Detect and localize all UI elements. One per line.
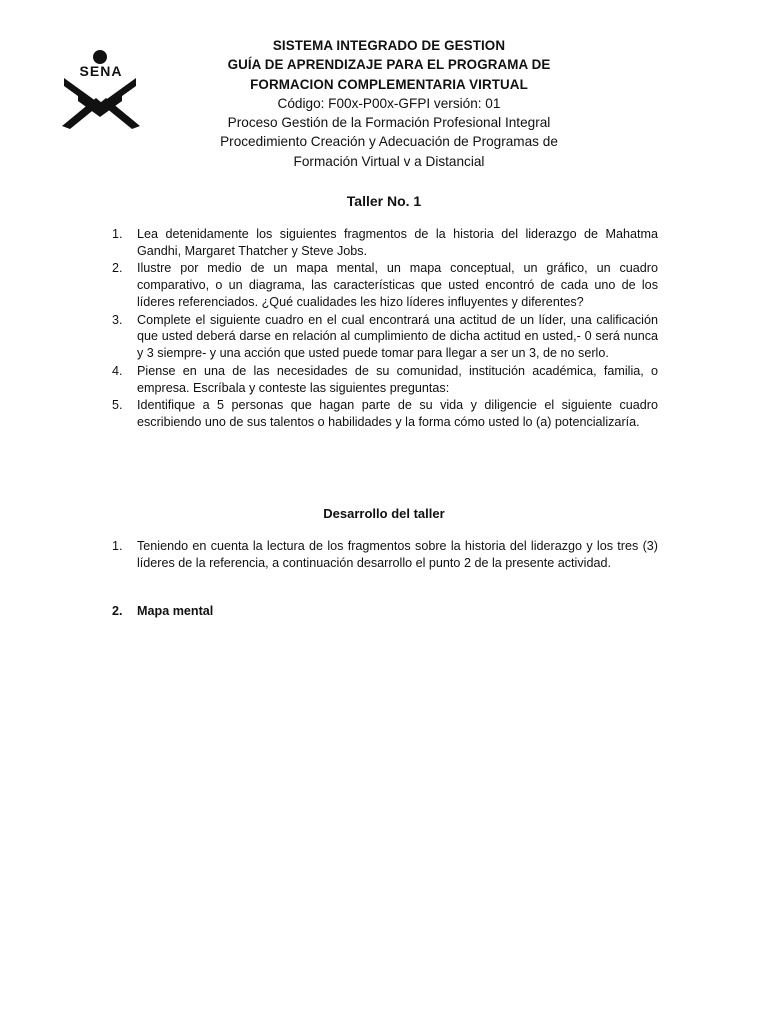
desarrollo-item-1-text: Teniendo en cuenta la lectura de los fragmentos sobre la historia del liderazgo y los tres (3) líderes de la referencia, a continuación desarrollo el punto 2 de la presente actividad. (137, 539, 658, 570)
desarrollo-item-2-number: 2. (112, 604, 123, 618)
list-item (112, 226, 658, 260)
list-item (112, 312, 658, 363)
header-line-4: Código: F00x-P00x-GFPI versión: 01 (277, 95, 501, 111)
desarrollo-item-1-number: 1. (112, 539, 123, 553)
list-item-text: Ilustre por medio de un mapa mental, un mapa conceptual, un gráfico, un cuadro comparativo, o un diagrama, las características que usted encontró de cada uno de los líderes referenciados. ¿Qué cualidades les hizo líderes influyentes y diferentes? (137, 261, 658, 310)
list-item-number: 1. (112, 227, 123, 241)
list-item-text: Piense en una de las necesidades de su comunidad, institución académica, familia, o empresa. Escríbala y conteste las siguientes preguntas: (137, 363, 658, 395)
list-item-number: 4. (112, 363, 123, 378)
header-line-2: GUÍA DE APRENDIZAJE PARA EL PROGRAMA DE (227, 57, 551, 73)
list-item-number: 2. (112, 261, 123, 276)
header-line-1: SISTEMA INTEGRADO DE GESTION (272, 38, 506, 53)
header-line-3: FORMACION COMPLEMENTARIA VIRTUAL (250, 76, 528, 92)
list-item-text: Complete el siguiente cuadro en el cual encontrará una actitud de un líder, una calificación que usted deberá darse en relación al cumplimiento de dicha actitud en usted,- 0 será nunca y 3 siempre- y una acción que usted puede tomar para llegar a ser un 3, de no serlo. (137, 312, 658, 361)
desarrollo-item-2 (112, 603, 658, 620)
list-item (112, 260, 658, 311)
sena-logo-text: SENA (79, 63, 123, 79)
list-item-text: Identifique a 5 personas que hagan parte de su vida y diligencie el siguiente cuadro escribiendo uno de sus talentos o habilidades y la forma cómo usted lo (a) potencializaría. (137, 398, 658, 429)
sena-logo (58, 48, 144, 130)
taller-title: Taller No. 1 (346, 193, 422, 209)
list-item-number: 3. (112, 312, 123, 327)
list-item-number: 5. (112, 398, 123, 413)
header-text-block (150, 36, 628, 171)
header-line-5: Proceso Gestión de la Formación Profesional Integral (227, 115, 551, 131)
list-item-text: Lea detenidamente los siguientes fragmentos de la historia del liderazgo de Mahatma Gandhi, Margaret Thatcher y Steve Jobs. (137, 227, 658, 258)
list-item (112, 397, 658, 431)
header-line-7: Formación Virtual v a Distancial (293, 153, 485, 169)
list-item (112, 363, 658, 397)
desarrollo-title: Desarrollo del taller (323, 506, 445, 521)
header-line-6: Procedimiento Creación y Adecuación de Programas de (220, 134, 558, 150)
desarrollo-item-2-text: Mapa mental (137, 604, 214, 618)
desarrollo-item-1 (112, 538, 658, 571)
taller-instructions-list (112, 226, 658, 431)
document-header (0, 36, 768, 176)
